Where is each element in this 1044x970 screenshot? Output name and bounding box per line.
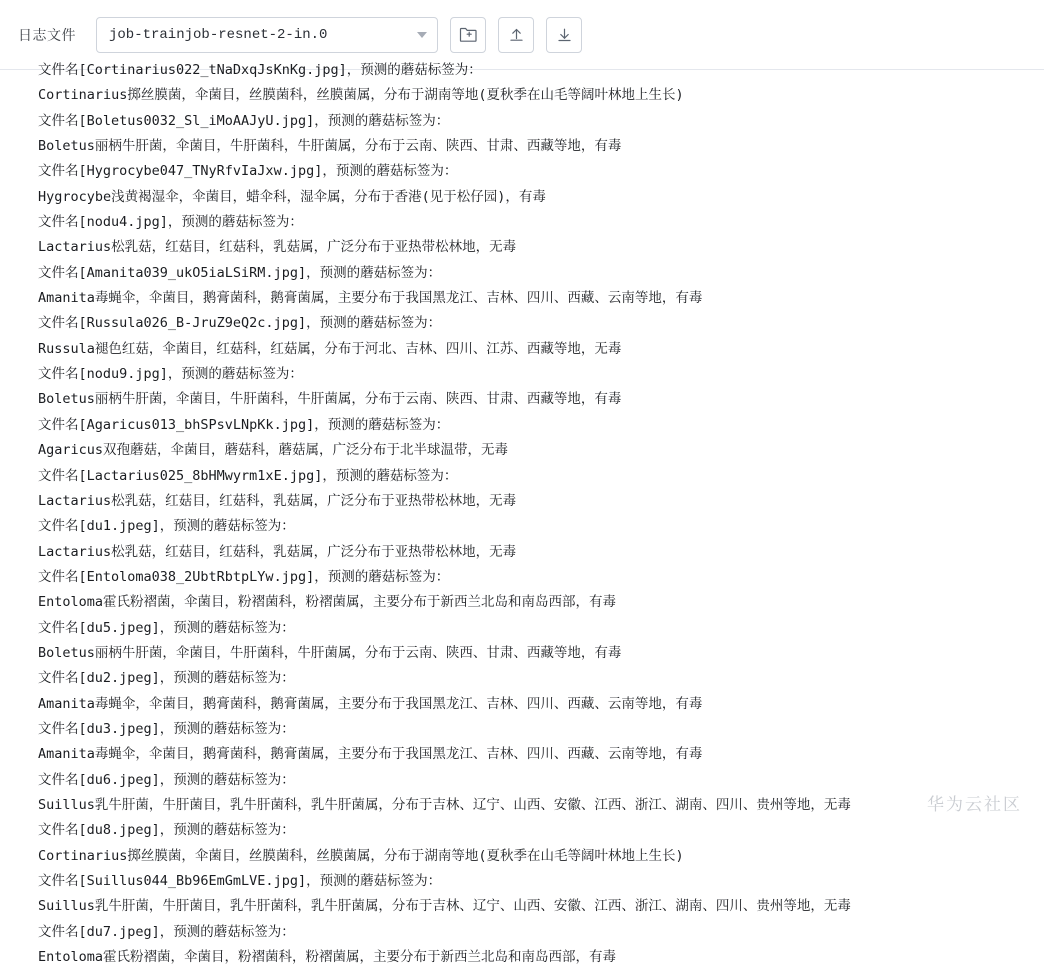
- log-line: 文件名[Lactarius025_8bHMwyrm1xE.jpg]，预测的蘑菇标签为：: [38, 467, 458, 484]
- log-line: Boletus丽柄牛肝菌，伞菌目，牛肝菌科，牛肝菌属，分布于云南、陕西、甘肃、西藏等地，有毒: [38, 391, 622, 408]
- log-line: 文件名[du3.jpeg]，预测的蘑菇标签为：: [38, 720, 295, 737]
- log-line: Suillus乳牛肝菌，牛肝菌目，乳牛肝菌科，乳牛肝菌属，分布于吉林、辽宁、山西、安徽、江西、浙江、湖南、四川、贵州等地，无毒: [38, 796, 851, 813]
- log-line: Hygrocybe浅黄褐湿伞，伞菌目，蜡伞科，湿伞属，分布于香港(见于松仔园)，有毒: [38, 188, 546, 205]
- log-line: 文件名[du1.jpeg]，预测的蘑菇标签为：: [38, 518, 295, 535]
- log-line: 文件名[Entoloma038_2UbtRbtpLYw.jpg]，预测的蘑菇标签为：: [38, 568, 450, 585]
- watermark: 华为云社区: [927, 795, 1022, 814]
- open-folder-button[interactable]: [450, 17, 486, 53]
- log-line: 文件名[du2.jpeg]，预测的蘑菇标签为：: [38, 670, 295, 687]
- log-line: 文件名[du8.jpeg]，预测的蘑菇标签为：: [38, 822, 295, 839]
- log-file-label: 日志文件: [18, 26, 76, 43]
- log-line: 文件名[Russula026_B-JruZ9eQ2c.jpg]，预测的蘑菇标签为：: [38, 315, 442, 332]
- log-line: 文件名[Suillus044_Bb96EmGmLVE.jpg]，预测的蘑菇标签为：: [38, 873, 442, 889]
- download-button[interactable]: [546, 17, 582, 53]
- download-icon: [556, 26, 573, 43]
- log-line: Amanita毒蝇伞，伞菌目，鹅膏菌科，鹅膏菌属，主要分布于我国黑龙江、吉林、四川、西藏、云南等地，有毒: [38, 695, 703, 712]
- log-line: Cortinarius掷丝膜菌，伞菌目，丝膜菌科，丝膜菌属，分布于湖南等地(夏秋季在山毛等阔叶林地上生长): [38, 847, 684, 864]
- log-line: Boletus丽柄牛肝菌，伞菌目，牛肝菌科，牛肝菌属，分布于云南、陕西、甘肃、西藏等地，有毒: [38, 138, 622, 155]
- log-line: 文件名[Hygrocybe047_TNyRfvIaJxw.jpg]，预测的蘑菇标签为：: [38, 163, 458, 180]
- log-line: Amanita毒蝇伞，伞菌目，鹅膏菌科，鹅膏菌属，主要分布于我国黑龙江、吉林、四川、西藏、云南等地，有毒: [38, 746, 703, 763]
- log-line: Entoloma霍氏粉褶菌，伞菌目，粉褶菌科，粉褶菌属，主要分布于新西兰北岛和南岛西部，有毒: [38, 949, 617, 966]
- log-line: Boletus丽柄牛肝菌，伞菌目，牛肝菌科，牛肝菌属，分布于云南、陕西、甘肃、西藏等地，有毒: [38, 644, 622, 661]
- log-line: Amanita毒蝇伞，伞菌目，鹅膏菌科，鹅膏菌属，主要分布于我国黑龙江、吉林、四川、西藏、云南等地，有毒: [38, 290, 703, 307]
- log-line: 文件名[nodu4.jpg]，预测的蘑菇标签为：: [38, 214, 303, 231]
- log-line: Suillus乳牛肝菌，牛肝菌目，乳牛肝菌科，乳牛肝菌属，分布于吉林、辽宁、山西、安徽、江西、浙江、湖南、四川、贵州等地，无毒: [38, 898, 851, 915]
- log-line: Cortinarius掷丝膜菌，伞菌目，丝膜菌科，丝膜菌属，分布于湖南等地(夏秋季在山毛等阔叶林地上生长): [38, 87, 684, 104]
- log-line: 文件名[du7.jpeg]，预测的蘑菇标签为：: [38, 923, 295, 940]
- log-output-panel[interactable]: [0, 62, 1044, 966]
- log-line: Agaricus双孢蘑菇，伞菌目，蘑菇科，蘑菇属，广泛分布于北半球温带，无毒: [38, 442, 509, 459]
- log-file-select[interactable]: [96, 17, 438, 53]
- log-line: 文件名[Agaricus013_bhSPsvLNpKk.jpg]，预测的蘑菇标签为：: [38, 416, 450, 433]
- log-line: 文件名[Boletus0032_Sl_iMoAAJyU.jpg]，预测的蘑菇标签为：: [38, 112, 450, 129]
- log-line: Lactarius松乳菇，红菇目，红菇科，乳菇属，广泛分布于亚热带松林地，无毒: [38, 543, 517, 560]
- log-line: Lactarius松乳菇，红菇目，红菇科，乳菇属，广泛分布于亚热带松林地，无毒: [38, 492, 517, 509]
- log-line: 文件名[du5.jpeg]，预测的蘑菇标签为：: [38, 619, 295, 636]
- log-line: Entoloma霍氏粉褶菌，伞菌目，粉褶菌科，粉褶菌属，主要分布于新西兰北岛和南岛西部，有毒: [38, 594, 617, 611]
- log-file-select-value: job-trainjob-resnet-2-in.0: [109, 26, 328, 43]
- log-line: Lactarius松乳菇，红菇目，红菇科，乳菇属，广泛分布于亚热带松林地，无毒: [38, 239, 517, 256]
- folder-icon: [459, 26, 478, 43]
- chevron-down-icon: [417, 32, 427, 38]
- log-lines: [0, 58, 1044, 970]
- log-line: Russula褪色红菇，伞菌目，红菇科，红菇属，分布于河北、吉林、四川、江苏、西藏等地，无毒: [38, 340, 622, 357]
- upload-button[interactable]: [498, 17, 534, 53]
- log-line: 文件名[Amanita039_ukO5iaLSiRM.jpg]，预测的蘑菇标签为：: [38, 264, 442, 281]
- log-line: 文件名[nodu9.jpg]，预测的蘑菇标签为：: [38, 366, 303, 383]
- log-line: 文件名[du6.jpeg]，预测的蘑菇标签为：: [38, 771, 295, 788]
- upload-icon: [508, 26, 525, 43]
- log-line: 文件名[Cortinarius022_tNaDxqJsKnKg.jpg]，预测的蘑菇标签为：: [38, 62, 482, 78]
